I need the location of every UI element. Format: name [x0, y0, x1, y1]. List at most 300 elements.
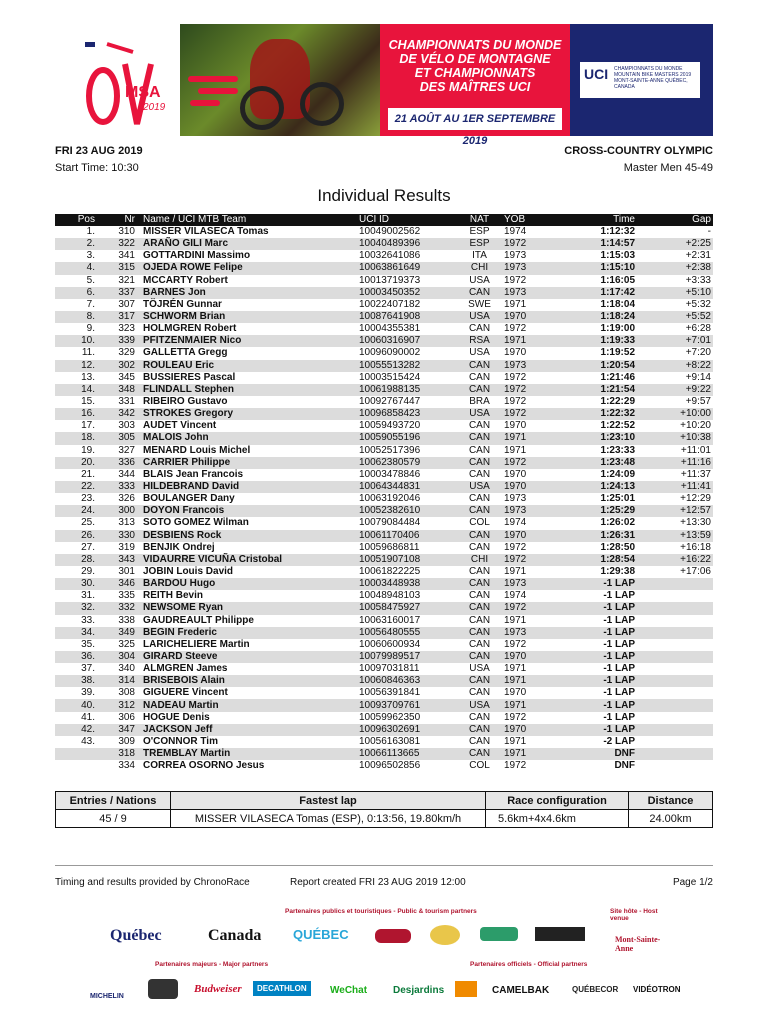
cell-gap: [637, 602, 713, 614]
event-title-panel: [380, 24, 570, 147]
table-row: [55, 554, 713, 566]
cell-nat: CAN: [457, 287, 502, 299]
cell-gap: +7:01: [637, 335, 713, 347]
camelbak-logo: CAMELBAK: [492, 985, 550, 996]
cell-nr: 345: [118, 371, 135, 383]
cell-time: 1:19:33: [547, 335, 637, 347]
cell-nat: CAN: [468, 493, 491, 505]
table-row: [55, 226, 713, 238]
cell-yob: 1970: [504, 347, 527, 359]
cell-nr: 334: [118, 760, 135, 772]
cell-nat: CAN: [457, 651, 502, 663]
cell-nat: CAN: [468, 371, 491, 383]
decathlon-logo: DECATHLON: [253, 981, 311, 996]
cell-pos: 17.: [81, 420, 95, 432]
cell-name: NADEAU Martin: [137, 699, 357, 711]
cell-name: REITH Bevin: [143, 590, 204, 602]
cell-pos: 15.: [81, 396, 95, 408]
cell-yob: 1972: [502, 238, 547, 250]
cell-nr: 315: [97, 262, 137, 274]
cell-pos: 10.: [55, 335, 97, 347]
table-row: [55, 687, 713, 699]
cell-nr: 326: [118, 493, 135, 505]
cell-nat: CAN: [457, 578, 502, 590]
cell-time: DNF: [547, 748, 637, 760]
cell-name: PFITZENMAIER Nico: [137, 335, 357, 347]
michelin-logo: MICHELIN: [90, 993, 124, 1000]
cell-name: ALMGREN James: [143, 663, 228, 675]
cell-nat: CAN: [468, 541, 491, 553]
table-row: [55, 760, 713, 772]
cell-pos: 9.: [86, 323, 95, 335]
cell-time: 1:23:33: [600, 444, 635, 456]
cell-nr: 346: [97, 578, 137, 590]
cell-gap: [637, 639, 713, 651]
cell-pos: 4.: [55, 262, 97, 274]
cell-uci-id: 10052517396: [359, 444, 421, 456]
table-row: [55, 323, 713, 335]
cell-name: O'CONNOR Tim: [143, 735, 218, 747]
cell-pos: 19.: [81, 444, 95, 456]
cell-pos: 16.: [55, 408, 97, 420]
table-row: [55, 724, 713, 736]
cell-nr: 302: [97, 360, 137, 372]
cell-uci-id: 10059686811: [359, 541, 420, 553]
table-row: [55, 590, 713, 602]
cell-uci-id: 10058475927: [357, 602, 457, 614]
cell-gap: +12:29: [680, 493, 711, 505]
cell-gap: +9:22: [637, 384, 713, 396]
cell-gap: [637, 578, 713, 590]
cell-uci-id: 10056391841: [359, 687, 421, 699]
cell-yob: 1970: [502, 481, 547, 493]
cell-uci-id: 10060600934: [359, 638, 421, 650]
cell-name: DOYON Francois: [137, 505, 357, 517]
cell-name: CORREA OSORNO Jesus: [143, 760, 265, 772]
table-row: [55, 627, 713, 639]
cell-uci-id: 10061988135: [357, 384, 457, 396]
cell-uci-id: 10003448938: [357, 578, 457, 590]
cell-pos: 8.: [55, 311, 97, 323]
table-row: [55, 432, 713, 444]
quebecor-logo: QUÉBECOR: [572, 985, 619, 994]
cell-pos: 13.: [81, 371, 95, 383]
cell-nat: CAN: [457, 505, 502, 517]
cell-uci-id: 10061170406: [357, 530, 457, 542]
cell-uci-id: 10096302691: [357, 724, 457, 736]
cell-nr: 306: [118, 711, 135, 723]
cell-nr: 325: [118, 638, 135, 650]
table-row: [55, 262, 713, 274]
cell-time: -1 LAP: [547, 675, 637, 687]
cell-nat: CAN: [468, 566, 491, 577]
cell-gap: +12:57: [637, 505, 713, 517]
col-gap: Gap: [637, 214, 713, 226]
cell-uci-id: 10052382610: [357, 505, 457, 517]
cell-yob: 1970: [502, 530, 547, 542]
cell-uci-id: 10093709761: [357, 699, 457, 711]
cell-gap: [637, 615, 713, 627]
uci-logo: UCI CHAMPIONNATS DU MONDE MOUNTAIN BIKE MASTERS 2019 MONT-SAINTE-ANNE QUÉBEC, CANADA: [580, 62, 700, 98]
logo-year: 2019: [143, 102, 166, 113]
cell-pos: 38.: [55, 675, 97, 687]
cell-yob: 1972: [504, 711, 527, 723]
cell-nat: CAN: [457, 627, 502, 639]
cell-uci-id: 10092767447: [359, 396, 421, 408]
cell-time: 1:24:13: [547, 481, 637, 493]
col-name: Name / UCI MTB Team: [137, 214, 357, 226]
cell-time: 1:21:54: [547, 384, 637, 396]
cell-uci-id: 10040489396: [357, 238, 457, 250]
cell-name: OJEDA ROWE Felipe: [137, 262, 357, 274]
cell-uci-id: 10048948103: [359, 590, 421, 602]
table-row: [55, 287, 713, 299]
partners-section: [90, 905, 681, 1005]
cell-time: 1:22:29: [600, 396, 635, 408]
cell-nat: USA: [457, 699, 502, 711]
cell-nr: 323: [118, 323, 135, 335]
cell-gap: [637, 687, 713, 699]
table-row: [55, 299, 713, 311]
cell-pos: 12.: [55, 360, 97, 372]
cell-nr: 349: [97, 627, 137, 639]
cell-pos: 11.: [81, 347, 95, 359]
event-dates: 21 AOÛT AU 1ER SEPTEMBRE 2019: [388, 108, 562, 130]
cell-uci-id: 10003515424: [359, 371, 421, 383]
cell-nr: 304: [97, 651, 137, 663]
cell-uci-id: 10056480555: [357, 627, 457, 639]
table-row: [55, 505, 713, 517]
cell-nat: USA: [469, 663, 490, 675]
cell-yob: 1973: [504, 250, 527, 262]
cell-gap: +7:20: [685, 347, 711, 359]
cell-uci-id: 10096858423: [357, 408, 457, 420]
cell-nr: 332: [97, 602, 137, 614]
table-row: [55, 396, 713, 408]
cell-time: 1:18:24: [547, 311, 637, 323]
race-date: FRI 23 AUG 2019: [55, 145, 143, 157]
table-header-row: [55, 214, 713, 226]
cell-name: TREMBLAY Martin: [137, 748, 357, 760]
cell-yob: 1973: [502, 262, 547, 274]
cell-nr: 307: [118, 298, 135, 310]
footer-page: Page 1/2: [672, 877, 713, 888]
site-label: Site hôte - Host venue: [610, 908, 658, 922]
cell-uci-id: 10064344831: [357, 481, 457, 493]
cell-pos: 7.: [86, 298, 95, 310]
table-row: [55, 615, 713, 627]
cell-yob: 1971: [502, 675, 547, 687]
cell-nat: CAN: [457, 748, 502, 760]
start-time: Start Time: 10:30: [55, 162, 139, 174]
summary-fastest-lap-header: Fastest lap: [171, 792, 486, 810]
cell-yob: 1972: [504, 371, 527, 383]
cell-yob: 1972: [502, 408, 547, 420]
cell-pos: 6.: [55, 287, 97, 299]
cell-nr: 337: [97, 287, 137, 299]
cell-nat: ESP: [469, 226, 490, 238]
partner-logo: [455, 981, 477, 997]
col-nat: NAT: [457, 214, 502, 226]
cell-yob: 1971: [504, 614, 527, 626]
cell-gap: +9:14: [685, 371, 711, 383]
cell-yob: 1971: [504, 566, 527, 577]
cell-name: MALOIS John: [137, 432, 357, 444]
cell-uci-id: 10079989517: [357, 651, 457, 663]
cell-nr: 305: [97, 432, 137, 444]
cell-name: NEWSOME Ryan: [137, 602, 357, 614]
cell-time: 1:14:57: [547, 238, 637, 250]
cell-nr: 336: [97, 457, 137, 469]
discipline: CROSS-COUNTRY OLYMPIC: [564, 145, 713, 157]
cell-yob: 1973: [502, 578, 547, 590]
rider-photo: [180, 24, 380, 136]
cell-nat: CAN: [457, 457, 502, 469]
table-row: [55, 712, 713, 724]
partner-logo: [148, 979, 178, 999]
cell-pos: 39.: [81, 687, 95, 699]
cell-time: 1:23:48: [547, 457, 637, 469]
cell-uci-id: 10055513282: [357, 360, 457, 372]
cell-yob: 1971: [502, 699, 547, 711]
logo-text: MSA: [125, 84, 161, 101]
table-row: [55, 372, 713, 384]
cell-name: JOBIN Louis David: [143, 566, 234, 577]
cell-nr: 312: [97, 699, 137, 711]
cell-nr: 331: [118, 396, 135, 408]
table-row: [55, 311, 713, 323]
cell-gap: +13:30: [680, 517, 711, 529]
cell-gap: [637, 748, 713, 760]
table-row: [55, 445, 713, 457]
cell-name: GIGUERE Vincent: [143, 687, 228, 699]
cell-gap: -: [707, 226, 711, 238]
cell-yob: 1971: [502, 748, 547, 760]
cell-name: HOGUE Denis: [143, 711, 210, 723]
cell-time: 1:28:54: [547, 554, 637, 566]
cell-gap: +5:52: [637, 311, 713, 323]
cell-yob: 1972: [504, 396, 527, 408]
cell-pos: 5.: [86, 274, 95, 286]
table-row: [55, 530, 713, 542]
cell-pos: 26.: [55, 530, 97, 542]
table-row: [55, 517, 713, 529]
cell-nr: 322: [97, 238, 137, 250]
table-row: [55, 238, 713, 250]
cell-nat: CHI: [457, 262, 502, 274]
cell-pos: 2.: [55, 238, 97, 250]
cell-gap: [637, 590, 713, 602]
cell-name: ARAÑO GILI Marc: [137, 238, 357, 250]
cell-time: 1:22:52: [600, 420, 635, 432]
cell-gap: [637, 712, 713, 724]
quebec-tourism-logo: QUÉBEC: [293, 927, 349, 942]
cell-nr: 321: [118, 274, 135, 286]
cell-gap: [637, 663, 713, 675]
cell-yob: 1974: [504, 590, 527, 602]
col-time: Time: [547, 214, 637, 226]
canada-logo: Canada: [208, 927, 262, 944]
cell-nat: USA: [457, 311, 502, 323]
cell-nat: CAN: [468, 638, 491, 650]
cell-nat: USA: [457, 408, 502, 420]
cell-name: BLAIS Jean Francois: [143, 468, 244, 480]
cell-yob: 1971: [502, 432, 547, 444]
cell-nat: COL: [469, 517, 490, 529]
cell-uci-id: 10063861649: [357, 262, 457, 274]
cell-gap: [637, 760, 713, 772]
cell-uci-id: 10004355381: [359, 323, 421, 335]
table-row: [55, 457, 713, 469]
cell-nat: CAN: [468, 323, 491, 335]
cell-nr: 309: [118, 735, 135, 747]
cell-time: -1 LAP: [547, 699, 637, 711]
cell-name: TÖJRÉN Gunnar: [143, 298, 222, 310]
cell-nr: 339: [97, 335, 137, 347]
col-uci-id: UCI ID: [357, 214, 457, 226]
table-row: [55, 408, 713, 420]
cell-time: 1:28:50: [600, 541, 635, 553]
cell-uci-id: 10061822225: [359, 566, 421, 577]
cell-yob: 1973: [502, 287, 547, 299]
partner-logo: [375, 929, 411, 943]
cell-time: 1:24:09: [600, 468, 635, 480]
cell-nr: 343: [97, 554, 137, 566]
cell-uci-id: 10059962350: [359, 711, 421, 723]
cell-pos: 31.: [81, 590, 95, 602]
cell-name: SCHWORM Brian: [137, 311, 357, 323]
cell-name: LARICHELIERE Martin: [143, 638, 250, 650]
cell-nr: 319: [118, 541, 135, 553]
event-title: CHAMPIONNATS DU MONDE DE VÉLO DE MONTAGNE ET CHAMPIONNATS DES MAÎTRES UCI: [388, 38, 562, 94]
cell-nr: 341: [118, 250, 135, 262]
cell-yob: 1971: [502, 335, 547, 347]
desjardins-logo: Desjardins: [393, 985, 445, 996]
summary-race-config: 5.6km+4x4.6km: [486, 810, 629, 828]
official-partners-label: Partenaires officiels - Official partners: [470, 961, 588, 968]
cell-name: GALLETTA Gregg: [143, 347, 228, 359]
cell-pos: [55, 748, 97, 760]
cell-yob: 1972: [504, 274, 527, 286]
cell-uci-id: 10056163081: [359, 735, 421, 747]
summary-entries-header: Entries / Nations: [56, 792, 171, 810]
col-pos: Pos: [55, 214, 97, 226]
cell-pos: 1.: [86, 226, 95, 238]
cell-yob: 1972: [502, 384, 547, 396]
cell-name: STROKES Gregory: [137, 408, 357, 420]
cell-gap: +16:18: [680, 541, 711, 553]
summary-entries: 45 / 9: [56, 810, 171, 828]
cell-pos: [55, 760, 97, 772]
cell-nat: CAN: [457, 724, 502, 736]
cell-nat: COL: [469, 760, 490, 772]
cell-gap: +11:37: [680, 468, 711, 480]
table-row: [55, 360, 713, 372]
cell-name: GOTTARDINI Massimo: [143, 250, 251, 262]
table-row: [55, 699, 713, 711]
col-yob: YOB: [502, 214, 547, 226]
page-title: Individual Results: [317, 186, 451, 205]
summary-distance-header: Distance: [629, 792, 713, 810]
table-row: [55, 578, 713, 590]
table-row: [55, 542, 713, 554]
cell-uci-id: 10096502856: [359, 760, 421, 772]
cell-gap: +11:41: [637, 481, 713, 493]
cell-pos: 29.: [81, 566, 95, 577]
table-row: [55, 651, 713, 663]
cell-gap: [637, 736, 713, 748]
table-row: [55, 736, 713, 748]
table-row: [55, 250, 713, 262]
cell-gap: +16:22: [637, 554, 713, 566]
cell-yob: 1973: [502, 360, 547, 372]
cell-yob: 1970: [504, 468, 527, 480]
cell-pos: 32.: [55, 602, 97, 614]
cell-nat: CAN: [468, 614, 491, 626]
cell-nat: RSA: [457, 335, 502, 347]
cell-nat: ESP: [457, 238, 502, 250]
cell-yob: 1971: [504, 663, 527, 675]
cell-time: 1:26:02: [600, 517, 635, 529]
cell-nr: 330: [97, 530, 137, 542]
cell-pos: 23.: [81, 493, 95, 505]
cell-gap: +17:06: [680, 566, 711, 577]
videotron-logo: VIDÉOTRON: [633, 985, 681, 994]
cell-nr: 329: [118, 347, 135, 359]
cell-name: BEGIN Frederic: [137, 627, 357, 639]
cell-gap: +6:28: [685, 323, 711, 335]
cell-nat: CAN: [468, 590, 491, 602]
cell-pos: 28.: [55, 554, 97, 566]
cell-yob: 1972: [504, 323, 527, 335]
partner-logo: [480, 927, 518, 941]
cell-gap: +10:20: [680, 420, 711, 432]
cell-time: 1:15:10: [547, 262, 637, 274]
cell-name: SOTO GOMEZ Wilman: [143, 517, 249, 529]
cell-time: 1:25:01: [600, 493, 635, 505]
table-row: [55, 639, 713, 651]
cell-time: DNF: [614, 760, 635, 772]
cell-uci-id: 10063192046: [359, 493, 421, 505]
public-partners-label: Partenaires publics et touristiques - Public & tourism partners: [285, 908, 477, 915]
cell-uci-id: 10022407182: [359, 298, 421, 310]
cell-pos: 20.: [55, 457, 97, 469]
cell-nr: 300: [97, 505, 137, 517]
cell-time: -1 LAP: [547, 627, 637, 639]
cell-yob: 1972: [504, 541, 527, 553]
cell-time: 1:18:04: [600, 298, 635, 310]
cell-name: HOLMGREN Robert: [143, 323, 237, 335]
cell-time: 1:19:52: [600, 347, 635, 359]
cell-nr: 308: [118, 687, 135, 699]
cell-nat: USA: [469, 274, 490, 286]
cell-gap: [637, 699, 713, 711]
cell-time: 1:29:38: [600, 566, 635, 577]
cell-nat: USA: [469, 347, 490, 359]
summary-table: [55, 791, 713, 828]
cell-yob: 1970: [504, 420, 527, 432]
cell-name: VIDAURRE VICUÑA Cristobal: [137, 554, 357, 566]
cell-time: 1:15:03: [600, 250, 635, 262]
cell-nat: CAN: [457, 384, 502, 396]
cell-time: 1:17:42: [547, 287, 637, 299]
cell-yob: 1973: [504, 493, 527, 505]
cell-nat: CAN: [457, 360, 502, 372]
cell-nat: CAN: [457, 602, 502, 614]
cell-name: FLINDALL Stephen: [137, 384, 357, 396]
cell-gap: +10:38: [637, 432, 713, 444]
cell-pos: 36.: [55, 651, 97, 663]
